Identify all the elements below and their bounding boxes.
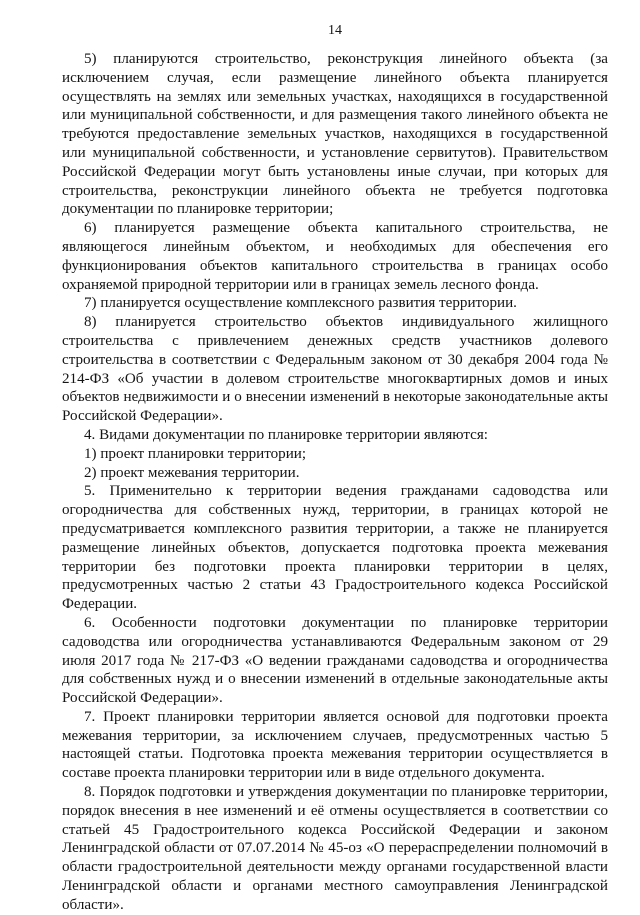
paragraph-5-linear-object: 5) планируются строительство, реконструкция линейного объекта (за исключением случая, если размещение линейного объекта планируется осуществлять на землях или земельных участках, находящихся в государственной или муниципальной собственности, и для размещения такого линейного объекта не требуются предоставление земельных участков, находящихся в государственной или муниципальной собственности, и установление сервитутов). Правительством Российской Федерации могут быть установлены иные случаи, при которых для строительства, реконструкции линейного объекта не требуется подготовка документации по планировке территории;: [62, 51, 608, 218]
paragraph-7-complex-development: 7) планируется осуществление комплексного развития территории.: [84, 295, 517, 312]
list-item-surveying-project: 2) проект межевания территории.: [84, 464, 300, 481]
list-item-planning-project: 1) проект планировки территории;: [84, 445, 307, 462]
document-body: [62, 50, 608, 915]
page-number: 14: [328, 23, 342, 38]
paragraph-8-individual-housing: 8) планируется строительство объектов индивидуального жилищного строительства с привлечением денежных средств участников долевого строительства в соответствии с Федеральным законом от 30 декабря 2004 года № 214-ФЗ «Об участии в долевом строительстве многоквартирных домов и иных объектов недвижимости и о внесении изменений в некоторые законодательные акты Российской Федерации».: [62, 314, 608, 425]
paragraph-6-gardening-specifics: 6. Особенности подготовки документации по планировке территории садоводства или огородничества устанавливаются Федеральным законом от 29 июля 2017 года № 217-ФЗ «О ведении гражданами садоводства и огородничества для собственных нужд и о внесении изменений в отдельные законодательные акты Российской Федерации».: [62, 614, 608, 707]
paragraph-5-gardening-territory: 5. Применительно к территории ведения гражданами садоводства или огородничества для собственных нужд, территории, в границах которой не предусматривается комплексного развития территории, а также не планируется размещение линейных объектов, допускается подготовка проекта межевания территории без подготовки проекта планировки территории в целях, предусмотренных частью 2 статьи 43 Градостроительного кодекса Российской Федерации.: [62, 483, 608, 613]
paragraph-7-planning-basis: 7. Проект планировки территории является основой для подготовки проекта межевания территории, за исключением случаев, предусмотренных частью 5 настоящей статьи. Подготовка проекта межевания территории осуществляется в составе проекта планировки территории или в виде отдельного документа.: [62, 708, 608, 782]
paragraph-4-documentation-types: 4. Видами документации по планировке территории являются:: [84, 426, 488, 443]
paragraph-6-capital-construction: 6) планируется размещение объекта капитального строительства, не являющегося линейным объектом, и необходимых для обеспечения его функционирования объектов капитального строительства в границах особо охраняемой природной территории или в границах земель лесного фонда.: [62, 220, 608, 293]
paragraph-8-approval-procedure: 8. Порядок подготовки и утверждения документации по планировке территории, порядок внесения в нее изменений и её отмены осуществляется в соответствии со статьей 45 Градостроительного кодекса Российской Федерации и законом Ленинградской области от 07.07.2014 № 45-оз «О перераспределении полномочий в области градостроительной деятельности между органами государственной власти Ленинградской области и органами местного самоуправления Ленинградской области».: [62, 784, 608, 913]
